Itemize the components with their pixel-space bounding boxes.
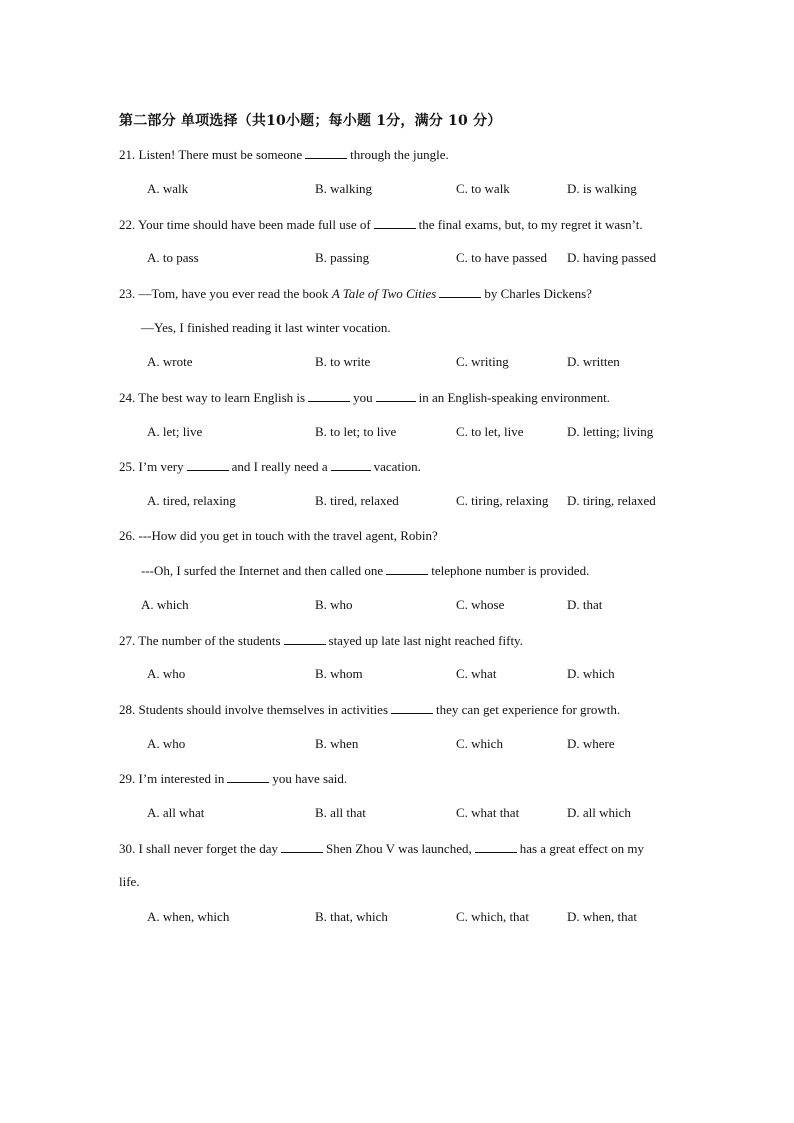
option-c[interactable]: C. to walk bbox=[456, 181, 510, 196]
option-b[interactable]: B. who bbox=[315, 597, 353, 612]
option-b[interactable]: B. that, which bbox=[315, 909, 388, 924]
question-number: 23. bbox=[119, 286, 136, 301]
option-a[interactable]: A. let; live bbox=[147, 424, 203, 439]
question-text: Listen! There must be someone bbox=[138, 147, 303, 162]
question-text: The best way to learn English is bbox=[138, 390, 306, 405]
options-23 bbox=[0, 354, 794, 372]
question-text: stayed up late last night reached fifty. bbox=[328, 633, 523, 648]
option-b[interactable]: B. to write bbox=[315, 354, 371, 369]
answer-blank bbox=[475, 840, 517, 853]
option-a[interactable]: A. who bbox=[147, 736, 186, 751]
question-text: The number of the students bbox=[138, 633, 281, 648]
option-b[interactable]: B. all that bbox=[315, 805, 366, 820]
option-a[interactable]: A. all what bbox=[147, 805, 205, 820]
option-c[interactable]: C. which bbox=[456, 736, 503, 751]
option-c[interactable]: C. what bbox=[456, 666, 497, 681]
book-title: A Tale of Two Cities bbox=[331, 286, 437, 301]
options-28 bbox=[0, 736, 794, 754]
option-c[interactable]: C. what that bbox=[456, 805, 520, 820]
option-a[interactable]: A. to pass bbox=[147, 250, 199, 265]
option-d[interactable]: D. when, that bbox=[567, 909, 638, 924]
option-b[interactable]: B. when bbox=[315, 736, 359, 751]
question-23 bbox=[119, 285, 592, 302]
answer-blank bbox=[305, 146, 347, 159]
answer-blank bbox=[391, 701, 433, 714]
option-c[interactable]: C. which, that bbox=[456, 909, 529, 924]
option-b[interactable]: B. tired, relaxed bbox=[315, 493, 399, 508]
answer-blank bbox=[386, 562, 428, 575]
question-text: and I really need a bbox=[231, 459, 328, 474]
option-a[interactable]: A. which bbox=[141, 597, 189, 612]
question-number: 27. bbox=[119, 633, 136, 648]
question-text: ---Oh, I surfed the Internet and then called one bbox=[141, 563, 384, 578]
option-d[interactable]: D. that bbox=[567, 597, 603, 612]
question-text: the final exams, but, to my regret it wasn’t. bbox=[418, 217, 643, 232]
question-text: you bbox=[353, 390, 373, 405]
option-b[interactable]: B. passing bbox=[315, 250, 370, 265]
options-22 bbox=[0, 250, 794, 268]
option-b[interactable]: B. whom bbox=[315, 666, 363, 681]
option-d[interactable]: D. which bbox=[567, 666, 615, 681]
option-c[interactable]: C. to have passed bbox=[456, 250, 547, 265]
answer-blank bbox=[227, 770, 269, 783]
options-26 bbox=[0, 597, 794, 615]
question-text: I’m very bbox=[138, 459, 184, 474]
question-22 bbox=[119, 216, 643, 233]
option-c[interactable]: C. writing bbox=[456, 354, 509, 369]
question-21 bbox=[119, 146, 449, 163]
question-25 bbox=[119, 458, 421, 475]
answer-blank bbox=[281, 840, 323, 853]
answer-blank bbox=[331, 458, 371, 471]
option-d[interactable]: D. is walking bbox=[567, 181, 637, 196]
question-29 bbox=[119, 770, 347, 787]
question-number: 21. bbox=[119, 147, 136, 162]
option-d[interactable]: D. written bbox=[567, 354, 620, 369]
option-d[interactable]: D. letting; living bbox=[567, 424, 654, 439]
question-28 bbox=[119, 701, 620, 718]
question-text: has a great effect on my bbox=[519, 841, 645, 856]
question-26 bbox=[119, 528, 438, 544]
question-text: Your time should have been made full use of bbox=[138, 217, 371, 232]
option-d[interactable]: D. where bbox=[567, 736, 615, 751]
question-text: in an English-speaking environment. bbox=[418, 390, 610, 405]
options-24 bbox=[0, 424, 794, 442]
question-text: vacation. bbox=[373, 459, 421, 474]
option-a[interactable]: A. tired, relaxing bbox=[147, 493, 236, 508]
answer-blank bbox=[308, 389, 350, 402]
answer-blank bbox=[187, 458, 229, 471]
option-a[interactable]: A. wrote bbox=[147, 354, 193, 369]
question-text: —Tom, have you ever read the book bbox=[138, 286, 329, 301]
option-d[interactable]: D. tiring, relaxed bbox=[567, 493, 656, 508]
question-text: ---How did you get in touch with the travel agent, Robin? bbox=[138, 528, 438, 543]
options-30 bbox=[0, 909, 794, 927]
question-text: they can get experience for growth. bbox=[436, 702, 621, 717]
options-27 bbox=[0, 666, 794, 684]
option-b[interactable]: B. to let; to live bbox=[315, 424, 397, 439]
question-text: I’m interested in bbox=[138, 771, 225, 786]
question-text: telephone number is provided. bbox=[431, 563, 590, 578]
option-c[interactable]: C. to let, live bbox=[456, 424, 524, 439]
question-text: Shen Zhou V was launched, bbox=[325, 841, 472, 856]
question-30 bbox=[119, 840, 644, 857]
question-number: 29. bbox=[119, 771, 136, 786]
answer-blank bbox=[439, 285, 481, 298]
question-24 bbox=[119, 389, 610, 406]
question-26-reply bbox=[141, 562, 589, 579]
question-number: 22. bbox=[119, 217, 136, 232]
section-heading: 第二部分 单项选择（共10小题；每小题 1分，满分 10 分） bbox=[119, 113, 502, 129]
options-21 bbox=[0, 181, 794, 199]
question-number: 25. bbox=[119, 459, 136, 474]
answer-blank bbox=[284, 632, 326, 645]
question-text: you have said. bbox=[272, 771, 348, 786]
option-c[interactable]: C. tiring, relaxing bbox=[456, 493, 549, 508]
answer-blank bbox=[374, 216, 416, 229]
question-text: through the jungle. bbox=[350, 147, 449, 162]
options-25 bbox=[0, 493, 794, 511]
question-23-reply: —Yes, I finished reading it last winter vocation. bbox=[141, 320, 391, 335]
question-text: Students should involve themselves in activities bbox=[138, 702, 389, 717]
question-number: 26. bbox=[119, 528, 136, 543]
question-number: 30. bbox=[119, 841, 136, 856]
question-text: I shall never forget the day bbox=[138, 841, 278, 856]
option-d[interactable]: D. all which bbox=[567, 805, 631, 820]
option-a[interactable]: A. when, which bbox=[147, 909, 230, 924]
option-a[interactable]: A. who bbox=[147, 666, 186, 681]
options-29 bbox=[0, 805, 794, 823]
option-b[interactable]: B. walking bbox=[315, 181, 373, 196]
question-text: by Charles Dickens? bbox=[484, 286, 592, 301]
option-d[interactable]: D. having passed bbox=[567, 250, 657, 265]
question-27 bbox=[119, 632, 523, 649]
answer-blank bbox=[376, 389, 416, 402]
question-number: 28. bbox=[119, 702, 136, 717]
question-number: 24. bbox=[119, 390, 136, 405]
option-a[interactable]: A. walk bbox=[147, 181, 189, 196]
option-c[interactable]: C. whose bbox=[456, 597, 505, 612]
question-30-continued: life. bbox=[119, 874, 140, 889]
